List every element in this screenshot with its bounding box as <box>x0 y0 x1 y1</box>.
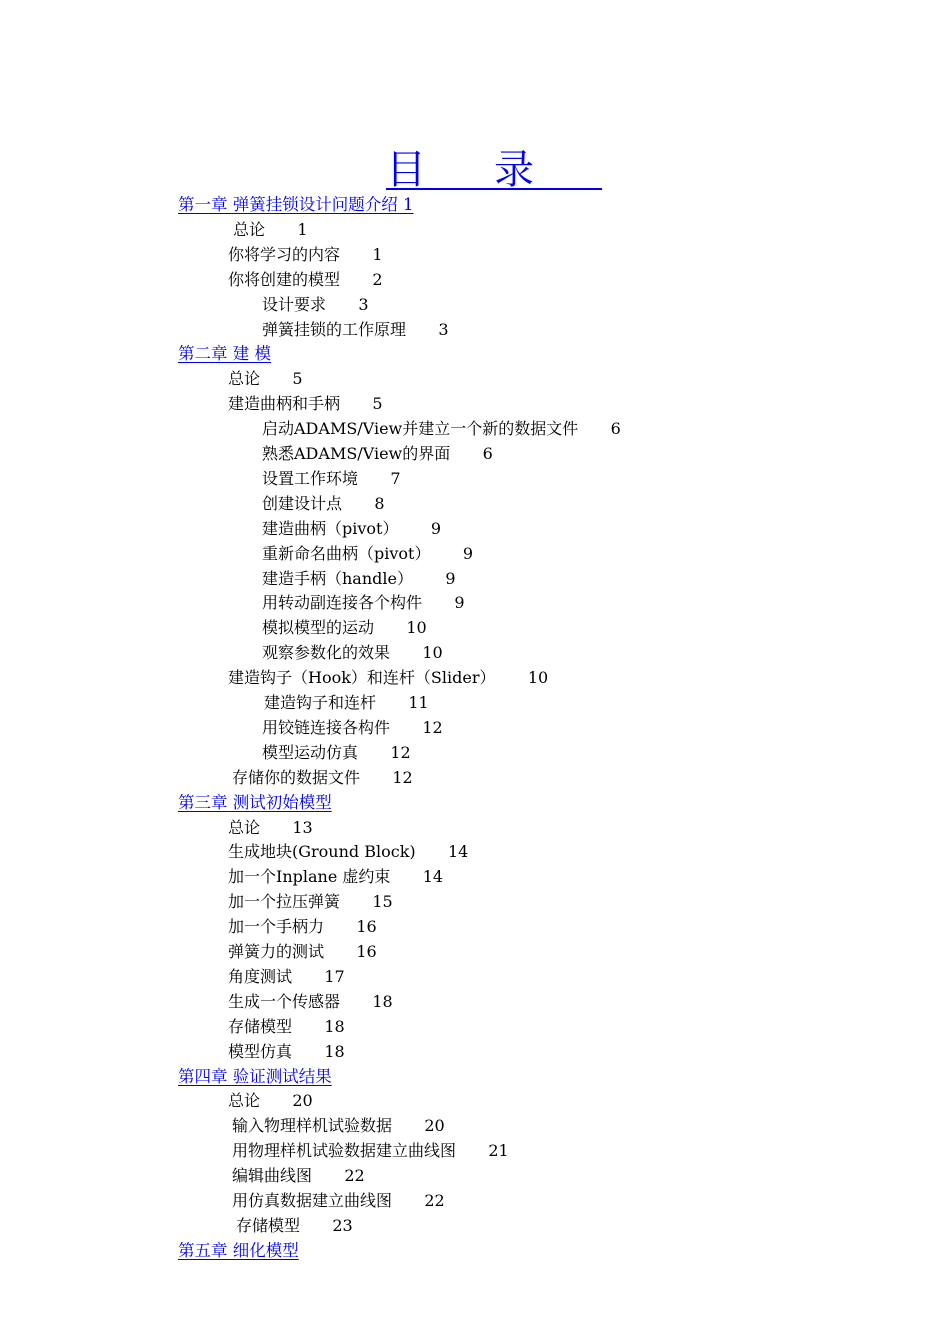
toc-entry <box>262 292 369 317</box>
toc-entry <box>262 541 473 566</box>
toc-entry-label: 加一个手柄力 <box>228 917 325 937</box>
toc-entry <box>228 964 345 989</box>
toc-page-number: 6 <box>462 444 493 463</box>
toc-entry <box>262 566 456 591</box>
toc-entry-label: 存储模型 <box>236 1215 301 1235</box>
toc-page-number: 12 <box>370 742 411 762</box>
toc-entry <box>228 366 303 391</box>
toc-entry-label: 建造曲柄和手柄 <box>228 394 341 414</box>
toc-page-number: 16 <box>336 942 377 961</box>
toc-entry <box>228 1014 345 1039</box>
toc-entry <box>228 939 377 964</box>
toc-page-number: 9 <box>410 518 441 538</box>
toc-entry-label: 总论 <box>228 817 261 837</box>
toc-page-number: 1 <box>277 219 308 239</box>
toc-entry <box>262 740 411 765</box>
toc-entry-label[interactable]: 第一章 弹簧挂锁设计问题介绍 1 <box>178 195 414 214</box>
toc-page-number: 1 <box>352 244 383 264</box>
toc-page-number: 18 <box>304 1016 345 1036</box>
toc-entry <box>228 1039 345 1064</box>
toc-entry <box>233 217 308 242</box>
toc-page-number: 15 <box>352 892 393 912</box>
toc-page-number: 14 <box>402 867 444 887</box>
toc-entry <box>262 590 465 615</box>
toc-entry-label: 总论 <box>228 369 261 389</box>
toc-chapter-link[interactable] <box>178 1064 332 1089</box>
toc-page-number: 12 <box>372 767 413 787</box>
toc-entry-label: 建造钩子（Hook）和连杆（Slider） <box>228 668 496 688</box>
toc-page-number: 3 <box>338 294 369 314</box>
toc-entry-label: 重新命名曲柄（pivot） <box>262 543 431 563</box>
toc-entry-label: 启动ADAMS/View并建立一个新的数据文件 <box>262 419 579 439</box>
toc-entry <box>262 466 401 491</box>
toc-entry <box>228 1088 313 1113</box>
toc-entry <box>262 640 443 665</box>
toc-entry-label: 角度测试 <box>228 966 293 986</box>
toc-chapter-link[interactable] <box>178 1238 299 1263</box>
toc-page-number: 13 <box>272 817 313 837</box>
toc-page-number: 20 <box>404 1116 445 1136</box>
toc-entry <box>262 615 427 640</box>
toc-page-number: 6 <box>590 419 621 439</box>
toc-entry-label: 设计要求 <box>262 294 327 314</box>
toc-entry-label: 用转动副连接各个构件 <box>262 593 423 613</box>
toc-page-number: 22 <box>324 1166 365 1186</box>
toc-entry <box>228 914 377 939</box>
toc-page-number: 7 <box>370 468 401 488</box>
toc-entry-label[interactable]: 第二章 建 模 <box>178 344 271 364</box>
toc-entry-label: 输入物理样机试验数据 <box>232 1116 393 1136</box>
toc-entry-label: 熟悉ADAMS/View的界面 <box>262 444 451 463</box>
toc-page-number: 5 <box>272 369 303 389</box>
toc-entry <box>232 1163 365 1188</box>
toc-page-number: 10 <box>402 643 443 663</box>
toc-entry-label: 建造钩子和连杆 <box>264 693 377 712</box>
toc-page-number: 17 <box>304 966 345 986</box>
toc-entry-label: 存储模型 <box>228 1016 293 1036</box>
toc-entry-label: 弹簧挂锁的工作原理 <box>262 319 407 339</box>
toc-entry <box>228 391 383 416</box>
toc-entry <box>228 242 383 267</box>
toc-page-number: 12 <box>402 717 443 737</box>
toc-chapter-link[interactable] <box>178 341 271 366</box>
toc-entry-label: 弹簧力的测试 <box>228 942 325 961</box>
toc-entry-label: 生成地块(Ground Block) <box>228 842 416 862</box>
toc-entry-label: 存储你的数据文件 <box>232 767 361 787</box>
toc-entry-label: 编辑曲线图 <box>232 1166 313 1186</box>
toc-page-number: 9 <box>424 568 456 588</box>
toc-entry-label: 设置工作环境 <box>262 468 359 488</box>
toc-page-number: 18 <box>352 991 393 1011</box>
toc-chapter-link[interactable] <box>178 192 414 217</box>
toc-entry <box>262 715 443 740</box>
toc-entry <box>262 416 621 441</box>
toc-entry-label: 模拟模型的运动 <box>262 618 375 638</box>
toc-page-number: 20 <box>272 1091 313 1111</box>
toc-entry-label: 你将创建的模型 <box>228 269 341 289</box>
toc-page-number: 9 <box>442 543 473 563</box>
toc-entry-label: 加一个Inplane 虚约束 <box>228 867 391 887</box>
toc-entry <box>264 690 429 715</box>
toc-entry <box>262 317 449 342</box>
toc-page-number: 18 <box>304 1041 345 1061</box>
toc-page-number: 10 <box>386 618 427 638</box>
toc-entry <box>236 1213 353 1238</box>
toc-entry <box>228 889 393 914</box>
toc-page-number: 2 <box>352 269 383 289</box>
toc-entry-label: 建造手柄（handle） <box>262 568 413 588</box>
toc-page-number: 10 <box>507 668 549 688</box>
toc-page-number: 21 <box>468 1141 509 1161</box>
toc-entry-label: 总论 <box>233 219 266 239</box>
toc-entry <box>228 989 393 1014</box>
toc-entry-label: 建造曲柄（pivot） <box>262 518 399 538</box>
toc-page-number: 9 <box>434 593 465 613</box>
toc-entry <box>232 1113 445 1138</box>
toc-entry-label: 你将学习的内容 <box>228 244 341 264</box>
toc-page-number: 5 <box>352 394 383 414</box>
toc-page-number: 14 <box>427 842 469 862</box>
toc-entry <box>232 1188 445 1213</box>
toc-entry <box>262 441 493 466</box>
toc-entry-label: 模型运动仿真 <box>262 742 359 762</box>
toc-entry <box>228 665 548 690</box>
toc-entry-label: 用铰链连接各构件 <box>262 717 391 737</box>
toc-entry <box>232 1138 509 1163</box>
toc-entry <box>228 267 383 292</box>
toc-page-number: 11 <box>388 693 429 712</box>
toc-entry <box>228 839 468 864</box>
toc-entry-label[interactable]: 第三章 测试初始模型 <box>178 792 332 812</box>
toc-chapter-link[interactable] <box>178 790 332 815</box>
toc-entry-label: 观察参数化的效果 <box>262 643 391 663</box>
toc-entry-label[interactable]: 第五章 细化模型 <box>178 1240 299 1260</box>
toc-entry <box>228 815 313 840</box>
toc-entry-label: 加一个拉压弹簧 <box>228 892 341 912</box>
toc-entry-label: 用仿真数据建立曲线图 <box>232 1191 393 1210</box>
toc-entry <box>232 765 413 790</box>
toc-entry-label: 总论 <box>228 1091 261 1111</box>
toc-entry-label: 生成一个传感器 <box>228 991 341 1011</box>
toc-page-number: 23 <box>312 1215 353 1235</box>
toc-entry <box>262 516 441 541</box>
toc-entry-label: 创建设计点 <box>262 493 343 513</box>
toc-entry-label[interactable]: 第四章 验证测试结果 <box>178 1066 332 1086</box>
toc-page-number: 16 <box>336 917 377 937</box>
toc-page-number: 22 <box>404 1191 445 1210</box>
toc-entry <box>262 491 385 516</box>
toc-page-number: 3 <box>418 319 449 339</box>
toc-entry-label: 用物理样机试验数据建立曲线图 <box>232 1141 457 1161</box>
toc-entry-label: 模型仿真 <box>228 1041 293 1061</box>
toc-page-number: 8 <box>354 493 385 513</box>
toc-entry <box>228 864 443 889</box>
page-title: 目录 <box>386 147 602 193</box>
